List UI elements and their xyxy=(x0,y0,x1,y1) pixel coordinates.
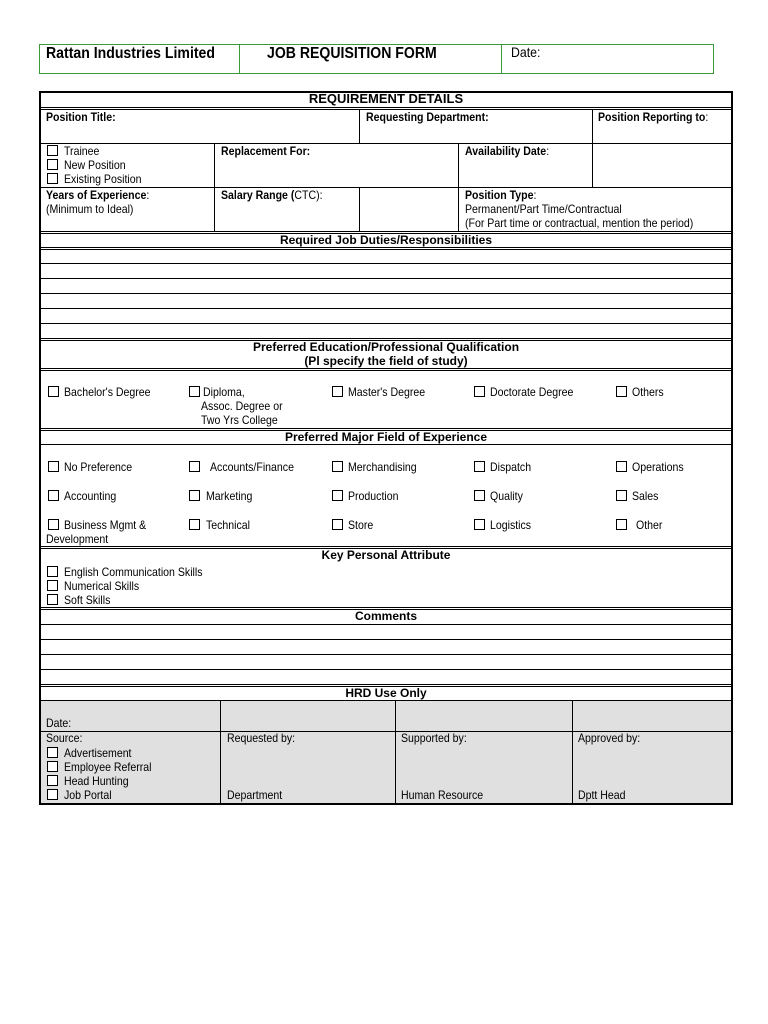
new-position-checkbox[interactable] xyxy=(47,159,58,170)
position-type-bold: Position Type xyxy=(465,188,534,202)
quality-label: Quality xyxy=(490,489,523,503)
requested-by-label: Requested by: xyxy=(227,731,296,745)
doctorate-checkbox[interactable] xyxy=(474,386,485,397)
masters-checkbox[interactable] xyxy=(332,386,343,397)
doctorate-label: Doctorate Degree xyxy=(490,385,574,399)
company-name: Rattan Industries Limited xyxy=(46,45,215,62)
position-reporting-label xyxy=(598,110,708,124)
comment-line xyxy=(41,639,731,640)
form-title: JOB REQUISITION FORM xyxy=(267,45,437,62)
store-label: Store xyxy=(348,518,374,532)
accounts-finance-label: Accounts/Finance xyxy=(210,460,294,474)
rule xyxy=(41,684,731,685)
other-label: Other xyxy=(636,518,663,532)
trainee-label: Trainee xyxy=(64,144,100,158)
masters-label: Master's Degree xyxy=(348,385,426,399)
advertisement-checkbox[interactable] xyxy=(47,747,58,758)
rule xyxy=(41,143,731,144)
col-line xyxy=(572,701,573,803)
header-date-label[interactable]: Date: xyxy=(511,44,541,60)
years-experience-sub: (Minimum to Ideal) xyxy=(46,202,134,216)
position-type-options: Permanent/Part Time/Contractual xyxy=(465,202,622,216)
logistics-checkbox[interactable] xyxy=(474,519,485,530)
no-preference-checkbox[interactable] xyxy=(48,461,59,472)
job-portal-label: Job Portal xyxy=(64,788,112,802)
merchandising-checkbox[interactable] xyxy=(332,461,343,472)
replacement-for-label: Replacement For: xyxy=(221,144,311,158)
availability-bold: Availability Date xyxy=(465,144,547,158)
rule xyxy=(41,607,731,608)
technical-label: Technical xyxy=(206,518,251,532)
rule xyxy=(41,249,731,250)
accounting-checkbox[interactable] xyxy=(48,490,59,501)
hrd-date-label: Date: xyxy=(46,716,72,730)
operations-label: Operations xyxy=(632,460,684,474)
dispatch-label: Dispatch xyxy=(490,460,532,474)
col-line xyxy=(220,701,221,803)
rule xyxy=(41,546,731,547)
production-checkbox[interactable] xyxy=(332,490,343,501)
position-type-colon: : xyxy=(533,188,537,202)
advertisement-label: Advertisement xyxy=(64,746,132,760)
salary-bold: Salary Range ( xyxy=(221,188,295,202)
technical-checkbox[interactable] xyxy=(189,519,200,530)
bachelors-label: Bachelor's Degree xyxy=(64,385,151,399)
education-section-subtitle: (Pl specify the field of study) xyxy=(304,354,468,368)
hrd-shading xyxy=(41,701,731,803)
header-divider-1 xyxy=(239,44,240,74)
position-reporting-colon: : xyxy=(705,110,709,124)
salary-range-label xyxy=(221,188,323,202)
rule xyxy=(41,107,731,108)
duty-line xyxy=(41,263,731,264)
diploma-checkbox[interactable] xyxy=(189,386,200,397)
supported-by-label: Supported by: xyxy=(401,731,467,745)
availability-colon: : xyxy=(546,144,550,158)
job-portal-checkbox[interactable] xyxy=(47,789,58,800)
numerical-skills-label: Numerical Skills xyxy=(64,579,140,593)
dptt-head-label: Dptt Head xyxy=(578,788,626,802)
hrd-section-title: HRD Use Only xyxy=(345,686,427,700)
position-title-label: Position Title: xyxy=(46,110,116,124)
comment-line xyxy=(41,624,731,625)
soft-skills-label: Soft Skills xyxy=(64,593,111,607)
numerical-skills-checkbox[interactable] xyxy=(47,580,58,591)
diploma-label-3: Two Yrs College xyxy=(201,413,278,427)
years-colon: : xyxy=(146,188,150,202)
human-resource-label: Human Resource xyxy=(401,788,484,802)
accounts-finance-checkbox[interactable] xyxy=(189,461,200,472)
rule xyxy=(41,338,731,339)
sales-label: Sales xyxy=(632,489,659,503)
no-preference-label: No Preference xyxy=(64,460,133,474)
business-mgmt-label-1: Business Mgmt & xyxy=(64,518,147,532)
logistics-label: Logistics xyxy=(490,518,532,532)
english-skills-checkbox[interactable] xyxy=(47,566,58,577)
years-experience-label xyxy=(46,188,149,202)
english-skills-label: English Communication Skills xyxy=(64,565,203,579)
existing-position-checkbox[interactable] xyxy=(47,173,58,184)
requesting-department-label: Requesting Department: xyxy=(366,110,489,124)
comments-section-title: Comments xyxy=(354,609,417,623)
existing-position-label: Existing Position xyxy=(64,172,142,186)
operations-checkbox[interactable] xyxy=(616,461,627,472)
soft-skills-checkbox[interactable] xyxy=(47,594,58,605)
rule xyxy=(41,370,731,371)
attributes-section-title: Key Personal Attribute xyxy=(321,548,451,562)
others-label: Others xyxy=(632,385,664,399)
col-line xyxy=(359,187,360,231)
approved-by-label: Approved by: xyxy=(578,731,641,745)
position-type-label xyxy=(465,188,536,202)
hrd-source-label: Source: xyxy=(46,731,83,745)
rule xyxy=(41,231,731,232)
business-mgmt-checkbox[interactable] xyxy=(48,519,59,530)
header-divider-2 xyxy=(501,44,502,74)
comment-line xyxy=(41,669,731,670)
col-line xyxy=(592,109,593,187)
col-line xyxy=(214,143,215,231)
production-label: Production xyxy=(348,489,399,503)
duty-line xyxy=(41,308,731,309)
position-type-note: (For Part time or contractual, mention the period) xyxy=(465,216,694,230)
position-reporting-bold: Position Reporting to xyxy=(598,110,706,124)
head-hunting-label: Head Hunting xyxy=(64,774,129,788)
marketing-checkbox[interactable] xyxy=(189,490,200,501)
availability-date-label xyxy=(465,144,549,158)
employee-referral-label: Employee Referral xyxy=(64,760,152,774)
duty-line xyxy=(41,278,731,279)
col-line xyxy=(395,701,396,803)
new-position-label: New Position xyxy=(64,158,126,172)
employee-referral-checkbox[interactable] xyxy=(47,761,58,772)
store-checkbox[interactable] xyxy=(332,519,343,530)
merchandising-label: Merchandising xyxy=(348,460,417,474)
accounting-label: Accounting xyxy=(64,489,117,503)
trainee-checkbox[interactable] xyxy=(47,145,58,156)
col-line xyxy=(458,143,459,231)
experience-section-title: Preferred Major Field of Experience xyxy=(284,430,488,444)
duty-line xyxy=(41,293,731,294)
sales-checkbox[interactable] xyxy=(616,490,627,501)
diploma-label-2: Assoc. Degree or xyxy=(201,399,283,413)
head-hunting-checkbox[interactable] xyxy=(47,775,58,786)
quality-checkbox[interactable] xyxy=(474,490,485,501)
salary-rest: CTC): xyxy=(294,188,323,202)
requirement-section-title: REQUIREMENT DETAILS xyxy=(308,91,464,106)
duty-line xyxy=(41,323,731,324)
department-label: Department xyxy=(227,788,283,802)
marketing-label: Marketing xyxy=(206,489,253,503)
years-bold: Years of Experience xyxy=(46,188,147,202)
rule xyxy=(41,428,731,429)
duties-section-title: Required Job Duties/Responsibilities xyxy=(279,233,493,247)
comment-line xyxy=(41,654,731,655)
business-mgmt-label-2: Development xyxy=(46,532,109,546)
col-line xyxy=(359,109,360,143)
education-section-title: Preferred Education/Professional Qualification xyxy=(252,340,520,354)
dispatch-checkbox[interactable] xyxy=(474,461,485,472)
bachelors-checkbox[interactable] xyxy=(48,386,59,397)
other-checkbox[interactable] xyxy=(616,519,627,530)
others-checkbox[interactable] xyxy=(616,386,627,397)
diploma-label-1: Diploma, xyxy=(203,385,245,399)
